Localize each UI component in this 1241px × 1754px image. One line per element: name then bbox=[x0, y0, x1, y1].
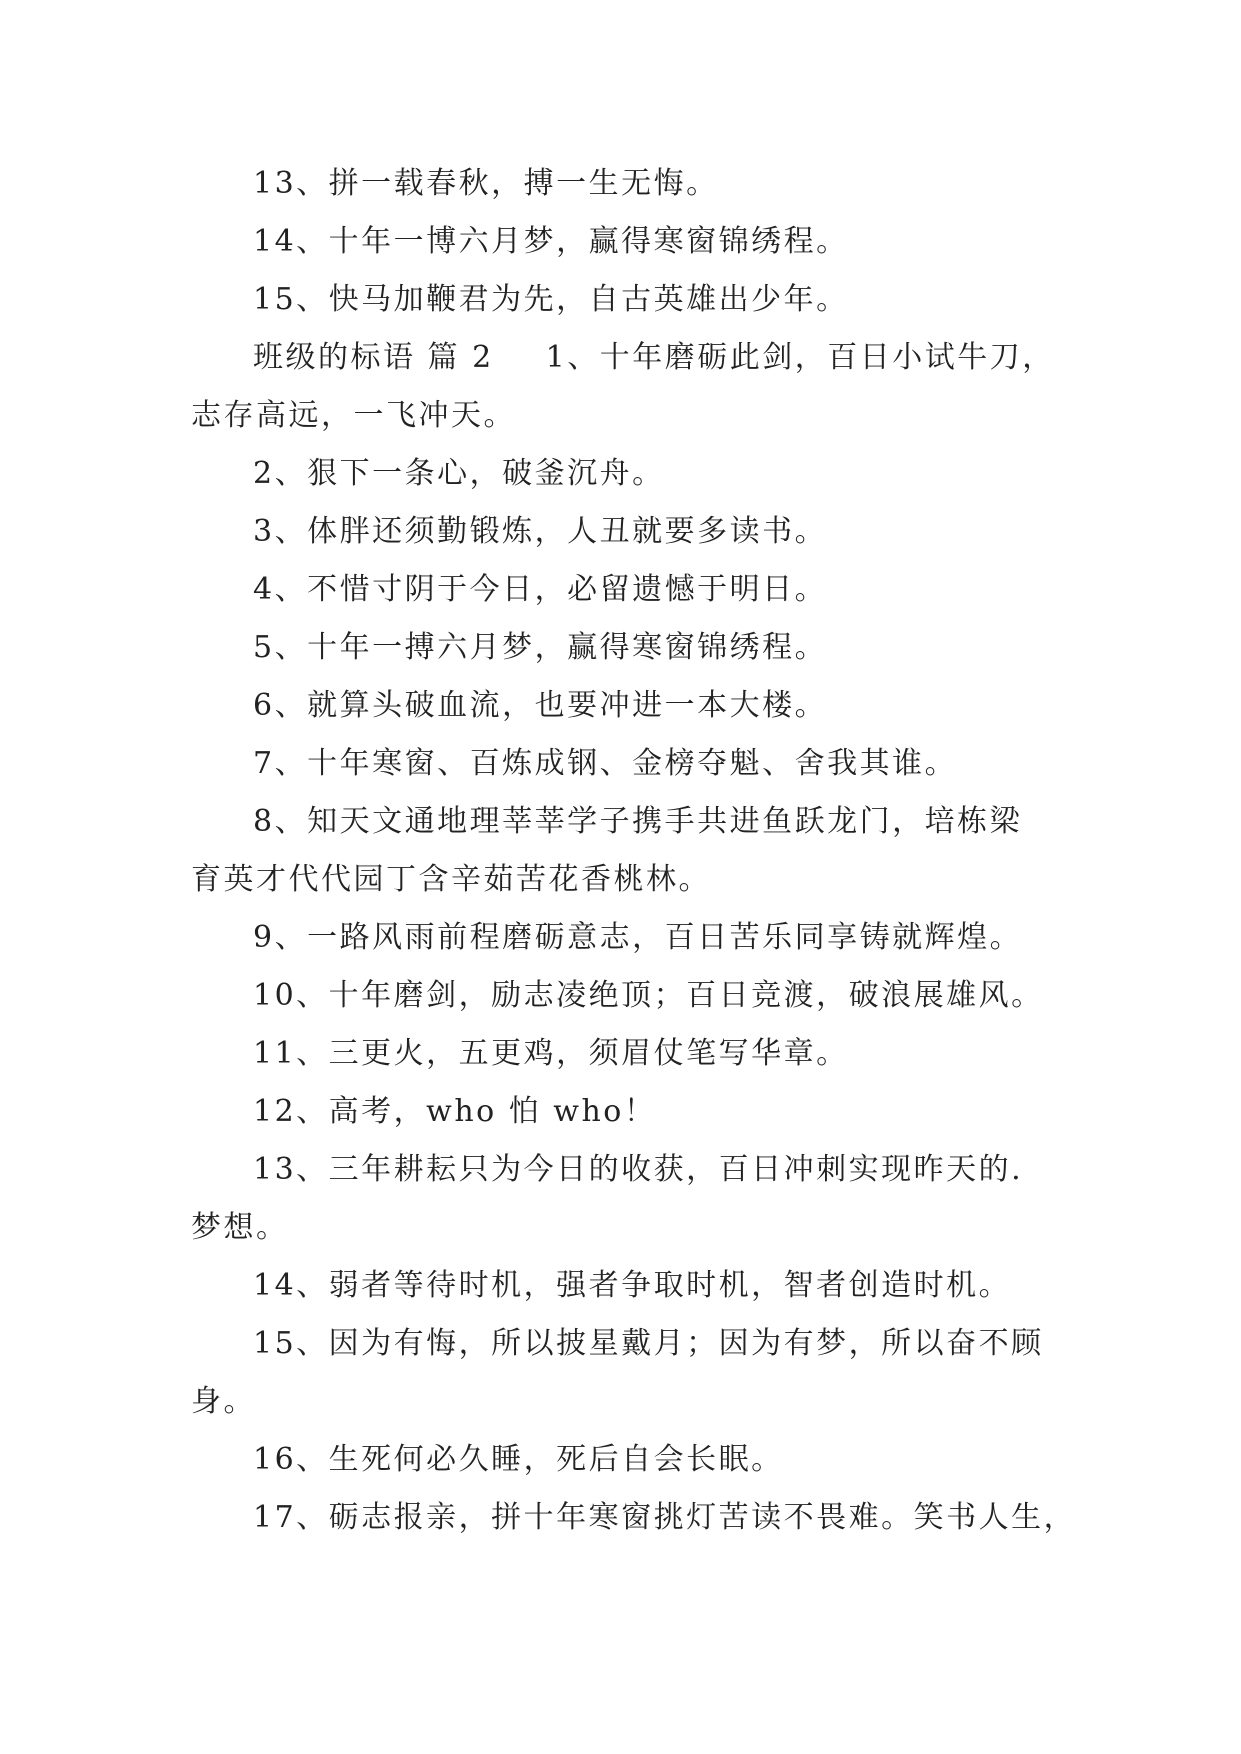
slogan-line-continuation: 梦想。 bbox=[191, 1210, 289, 1245]
section-heading-line bbox=[253, 338, 1055, 378]
slogan-line: 13、三年耕耘只为今日的收获，百日冲刺实现昨天的. bbox=[253, 1152, 1024, 1187]
slogan-line: 7、十年寒窗、百炼成钢、金榜夺魁、舍我其谁。 bbox=[253, 746, 958, 781]
slogan-line: 14、弱者等待时机，强者争取时机，智者创造时机。 bbox=[253, 1268, 1012, 1303]
slogan-line-continuation: 育英才代代园丁含辛茹苦花香桃林。 bbox=[191, 862, 711, 897]
slogan-line: 6、就算头破血流，也要冲进一本大楼。 bbox=[253, 688, 828, 723]
slogan-line: 15、因为有悔，所以披星戴月；因为有梦，所以奋不顾 bbox=[253, 1326, 1044, 1361]
slogan-line: 16、生死何必久睡，死后自会长眠。 bbox=[253, 1442, 784, 1477]
slogan-line-continuation: 身。 bbox=[191, 1384, 256, 1419]
slogan-line: 8、知天文通地理莘莘学子携手共进鱼跃龙门，培栋梁 bbox=[253, 804, 1023, 839]
slogan-line: 14、十年一博六月梦，赢得寒窗锦绣程。 bbox=[253, 224, 849, 259]
slogan-line: 3、体胖还须勤锻炼，人丑就要多读书。 bbox=[253, 514, 828, 549]
slogan-line: 12、高考，who 怕 who！ bbox=[253, 1094, 657, 1129]
section-heading: 班级的标语 篇 2 bbox=[253, 340, 494, 375]
slogan-line: 13、拼一载春秋，搏一生无悔。 bbox=[253, 166, 719, 201]
slogan-line: 17、砺志报亲，拼十年寒窗挑灯苦读不畏难。笑书人生， bbox=[253, 1500, 1077, 1535]
slogan-line: 15、快马加鞭君为先，自古英雄出少年。 bbox=[253, 282, 849, 317]
slogan-line: 2、狠下一条心，破釜沉舟。 bbox=[253, 456, 665, 491]
slogan-line-continuation: 志存高远，一飞冲天。 bbox=[191, 398, 516, 433]
slogan-line: 5、十年一搏六月梦，赢得寒窗锦绣程。 bbox=[253, 630, 828, 665]
slogan-line: 11、三更火，五更鸡，须眉仗笔写华章。 bbox=[253, 1036, 849, 1071]
slogan-text: 1、十年磨砺此剑，百日小试牛刀， bbox=[545, 340, 1055, 375]
slogan-line: 10、十年磨剑，励志凌绝顶；百日竞渡，破浪展雄风。 bbox=[253, 978, 1044, 1013]
slogan-line: 4、不惜寸阴于今日，必留遗憾于明日。 bbox=[253, 572, 828, 607]
slogan-line: 9、一路风雨前程磨砺意志，百日苦乐同享铸就辉煌。 bbox=[253, 920, 1023, 955]
